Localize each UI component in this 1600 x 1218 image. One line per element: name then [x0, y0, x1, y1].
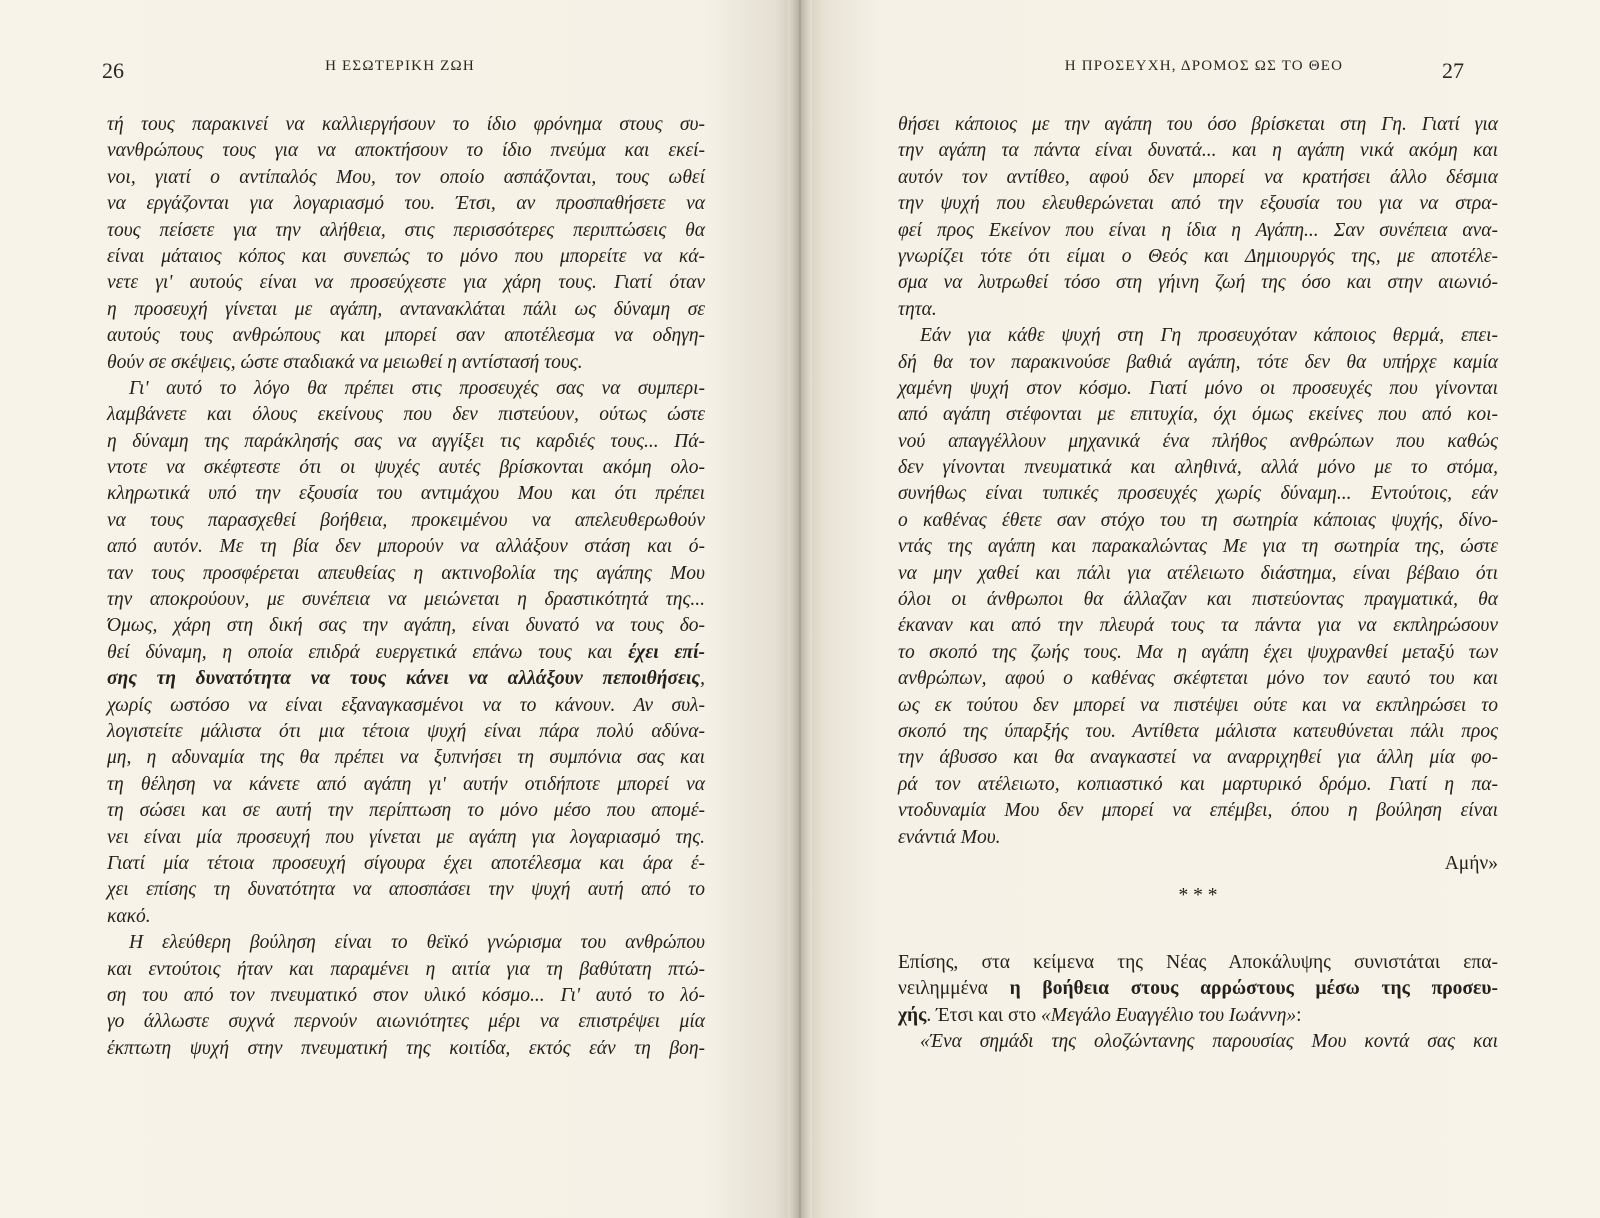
text-run: Επίσης, στα κείμενα της Νέας Αποκάλυψης συνιστάται επα-	[898, 951, 1498, 973]
text-run: από αυτόν. Με τη βία δεν μπορούν να αλλάξουν στάση και ό-	[107, 536, 705, 558]
text-run: όλοι οι άνθρωποι θα άλλαζαν και πιστεύοντας πραγματικά, θα	[898, 589, 1498, 611]
text-line	[898, 270, 1498, 296]
text-run: τή τους παρακινεί να καλλιεργήσουν το ίδιο φρόνημα στους συ-	[107, 114, 705, 135]
page-number: 26	[102, 58, 124, 83]
text-line	[898, 165, 1498, 191]
text-run: «Ένα σημάδι της ολοζώντανης παρουσίας Μου κοντά σας και	[920, 1030, 1498, 1052]
text-run: να εργάζονται για λογαριασμό του. Έτσι, αν προσπαθήσετε να	[107, 193, 705, 215]
text-run: φεί προς Εκείνον που είναι η ίδια η Αγάπη... Σαν συνέπεια ανα-	[898, 219, 1498, 241]
text-line	[107, 798, 705, 824]
text-run: «Μεγάλο Ευαγγέλιο του Ιωάννη»	[1041, 1004, 1297, 1026]
text-run: λαμβάνετε και όλους εκείνους που δεν πιστεύουν, ούτως ώστε	[107, 404, 705, 426]
text-run: σκοπό της ύπαρξής του. Αντίθετα μάλιστα κατευθύνεται πάλι προς	[898, 720, 1498, 742]
text-run: ενάντιά Μου.	[898, 826, 1001, 848]
text-line	[107, 481, 705, 507]
text-line	[107, 1009, 705, 1035]
bold-text: έχει επί-	[628, 641, 705, 663]
text-line	[898, 138, 1498, 164]
text-run: μη, η αδυναμία της θα πρέπει να ξυπνήσει τη συμπόνια σας και	[107, 747, 705, 769]
text-run: νει είναι μία προσευχή που γίνεται με αγάπη για λογαριασμό της.	[107, 826, 705, 848]
text-run: Γι' αυτό το λόγο θα πρέπει στις προσευχές σας να συμπερι-	[129, 377, 705, 399]
text-run: Εάν για κάθε ψυχή στη Γη προσευχόταν κάποιος θερμά, επει-	[920, 325, 1498, 347]
text-run: νετε γι' αυτούς είναι να προσεύχεστε για χάρη τους. Γιατί όταν	[107, 272, 705, 294]
text-run: ανθρώπων, αφού ο καθένας σκέφτεται μόνο τον εαυτό του και	[898, 668, 1498, 690]
text-run: τητα.	[898, 298, 937, 320]
text-line	[898, 1029, 1498, 1055]
text-run: γνωρίζει τότε ότι είμαι ο Θεός και Δημιουργός της, με αποτέλε-	[898, 245, 1498, 267]
text-line	[107, 666, 705, 692]
text-line	[898, 112, 1498, 138]
text-run: την αποκρούουν, με συνέπεια να μειώνεται η δραστικότητά της...	[107, 589, 705, 611]
page-number: 27	[1442, 58, 1464, 83]
running-head-text: Η ΠΡΟΣΕΥΧΗ, ΔΡΟΜΟΣ ΩΣ ΤΟ ΘΕΟ	[1064, 58, 1344, 74]
text-run: έκπτωτη ψυχή στην πνευματική της κοιτίδα, εκτός εάν τη βοη-	[107, 1037, 705, 1059]
text-line	[107, 772, 705, 798]
closing-amen: Αμήν»	[1444, 852, 1498, 874]
body-text	[107, 112, 705, 1062]
text-run: είναι μάταιος κόπος και συνεπώς το μόνο που μπορείτε να κά-	[107, 245, 705, 267]
text-run: Όμως, χάρη στη δική σας την αγάπη, είναι δυνατό να τους δο-	[107, 615, 705, 637]
text-line	[107, 270, 705, 296]
text-run: την αγάπη τα πάντα είναι δυνατά... και η αγάπη νικά ακόμη και	[898, 140, 1498, 162]
bold-text: η βοήθεια στους αρρώστους μέσω της προσευ-	[1009, 978, 1498, 1000]
text-line	[107, 561, 705, 587]
text-run: ταν τους προσφέρεται απευθείας η ακτινοβολία της αγάπης Μου	[107, 562, 705, 584]
text-run: το σκοπό της ζωής τους. Μα η αγάπη έχει ψυχρανθεί μεταξύ των	[898, 641, 1498, 663]
text-run: να μην χαθεί και πάλι για ατέλειωτο διάστημα, είναι βέβαιο ότι	[898, 562, 1498, 584]
text-run: η δύναμη της παράκλησής σας να αγγίξει τις καρδιές τους... Πά-	[107, 430, 705, 452]
text-run: ση του από τον πνευματικό στον υλικό κόσμο... Γι' αυτό το λό-	[107, 984, 705, 1006]
text-line	[898, 719, 1498, 745]
text-line	[107, 534, 705, 560]
text-run: ο καθένας έθετε σαν στόχο του τη σωτηρία κάποιας ψυχής, δίνο-	[898, 509, 1498, 531]
text-line	[107, 218, 705, 244]
text-line	[107, 904, 705, 930]
text-run: νού απαγγέλλουν μηχανικά ένα πλήθος ανθρώπων που καθώς	[898, 430, 1498, 452]
text-line	[107, 877, 705, 903]
text-line	[898, 693, 1498, 719]
text-line	[107, 429, 705, 455]
text-run: Η ελεύθερη βούληση είναι το θεϊκό γνώρισμα του ανθρώπου	[129, 932, 705, 954]
text-run: δή θα τον παρακινούσε βαθιά αγάπη, τότε δεν θα υπήρχε καμία	[898, 351, 1498, 373]
book-gutter	[788, 0, 812, 1218]
text-run: η προσευχή γίνεται με αγάπη, αντανακλάται πάλι ως δύναμη σε	[107, 298, 705, 320]
text-line	[107, 323, 705, 349]
text-line	[898, 1003, 1498, 1029]
body-text	[898, 112, 1498, 1055]
text-run: ρά τον ατέλειωτο, κοπιαστικό και μαρτυρικό δρόμο. Γιατί η πα-	[898, 773, 1498, 795]
text-run: σμα να λυτρωθεί τόσο στη γήινη ζωή της όσο και στην αιωνιό-	[898, 272, 1498, 294]
text-line	[898, 534, 1498, 560]
text-line	[107, 112, 705, 138]
section-separator: * * *	[1178, 885, 1218, 907]
text-line	[107, 191, 705, 217]
right-page	[800, 0, 1600, 1218]
text-run: θούν σε σκέψεις, ώστε σταδιακά να μειωθεί η αντίστασή τους.	[107, 351, 583, 373]
text-line	[107, 719, 705, 745]
text-line	[107, 957, 705, 983]
text-line	[107, 376, 705, 402]
text-line	[898, 244, 1498, 270]
text-run: τη θέληση να κάνετε από αγάπη γι' αυτήν οτιδήποτε μπορεί να	[107, 773, 705, 795]
text-line	[107, 851, 705, 877]
text-line	[898, 798, 1498, 824]
text-line	[107, 587, 705, 613]
text-line	[898, 376, 1498, 402]
text-run: την άβυσσο και θα αναγκαστεί να αναρριχηθεί για άλλη μία φο-	[898, 747, 1498, 769]
text-run: δεν γίνονται πνευματικά και αληθινά, αλλά μόνο με το στόμα,	[898, 457, 1498, 479]
text-run: θεί δύναμη, η οποία επιδρά ευεργετικά επάνω τους και	[107, 641, 629, 663]
text-run: γο άλλωστε συχνά περνούν αιωνιότητες μέρι να επιστρέψει μία	[107, 1011, 705, 1033]
text-line	[107, 455, 705, 481]
text-run: κληρωτικά υπό την εξουσία του αντιμάχου Μου και ότι πρέπει	[107, 483, 705, 505]
text-run: αυτούς τους ανθρώπους και μπορεί σαν αποτέλεσμα να οδηγη-	[107, 325, 705, 347]
text-run: θήσει κάποιος με την αγάπη του όσο βρίσκεται στη Γη. Γιατί για	[898, 114, 1498, 135]
text-run: χει επίσης τη δυνατότητα να αποσπάσει την ψυχή αυτή από το	[107, 879, 705, 901]
text-run: . Έτσι και στο	[926, 1004, 1042, 1026]
text-run: και εντούτοις ήταν και παραμένει η αιτία για τη βαθύτατη πτώ-	[107, 958, 705, 980]
running-head	[800, 58, 1600, 75]
running-head	[0, 58, 800, 75]
text-line	[107, 640, 705, 666]
text-run: τους πείσετε για την αλήθεια, στις περισσότερες περιπτώσεις θα	[107, 219, 705, 241]
text-run: χωρίς ωστόσο να είναι εξαναγκασμένοι να το κάνουν. Αν συλ-	[107, 694, 705, 716]
text-line	[107, 297, 705, 323]
text-line	[898, 825, 1498, 851]
text-run: νανθρώπους τους για να αποκτήσουν το ίδιο πνεύμα και εκεί-	[107, 140, 705, 162]
text-line	[898, 350, 1498, 376]
text-run: Γιατί μία τέτοια προσευχή σίγουρα έχει αποτέλεσμα και άρα έ-	[107, 852, 705, 874]
text-line	[898, 323, 1498, 349]
text-run: :	[1296, 1004, 1302, 1026]
text-line	[107, 138, 705, 164]
text-run: νοι, γιατί ο αντίπαλός Μου, τον οποίο ασπάζονται, τους ωθεί	[107, 166, 705, 188]
text-line	[898, 191, 1498, 217]
text-run: αυτόν τον αντίθεο, αφού δεν μπορεί να κρατήσει άλλο δέσμια	[898, 166, 1498, 188]
text-line	[898, 297, 1498, 323]
text-run: τη σώσει και σε αυτή την περίπτωση το μόνο μέσο που απομέ-	[107, 800, 705, 822]
text-line	[107, 165, 705, 191]
text-run: κακό.	[107, 905, 151, 927]
text-line	[107, 508, 705, 534]
text-line	[107, 983, 705, 1009]
text-line	[898, 402, 1498, 428]
text-run: ντοδυναμία Μου δεν μπορεί να επέμβει, όπου η βούληση είναι	[898, 800, 1498, 822]
text-run: ως εκ τούτου δεν μπορεί να πιστέψει ούτε και να εκπληρώσει το	[898, 694, 1498, 716]
text-run: νειλημμένα	[898, 978, 1010, 1000]
text-line	[107, 745, 705, 771]
text-line	[898, 745, 1498, 771]
text-line	[898, 481, 1498, 507]
text-line	[107, 613, 705, 639]
spacer	[898, 910, 1498, 950]
text-line	[898, 561, 1498, 587]
text-line	[107, 825, 705, 851]
text-line	[898, 950, 1498, 976]
text-line	[898, 455, 1498, 481]
text-run: χαμένη ψυχή στον κόσμο. Γιατί μόνο οι προσευχές που γίνονται	[898, 377, 1498, 399]
text-run: συνήθως είναι τυπικές προσευχές χωρίς δύναμη... Εντούτοις, εάν	[898, 483, 1498, 505]
text-run: έκαναν και από την πλευρά τους τα πάντα για να εκπληρώσουν	[898, 615, 1498, 637]
text-line	[107, 693, 705, 719]
running-head-text: Η ΕΣΩΤΕΡΙΚΗ ΖΩΗ	[325, 58, 475, 74]
text-line	[898, 613, 1498, 639]
text-line	[898, 587, 1498, 613]
text-line	[107, 350, 705, 376]
text-line	[107, 1036, 705, 1062]
text-run: την ψυχή που ελευθερώνεται από την εξουσία του για να στρα-	[898, 193, 1498, 215]
text-line	[898, 772, 1498, 798]
text-line	[898, 218, 1498, 244]
bold-text: σης τη δυνατότητα να τους κάνει να αλλάξουν πεποιθήσεις	[107, 668, 701, 690]
text-run: από αγάπη στέφονται με επιτυχία, όχι όμως εκείνες που από κοι-	[898, 404, 1498, 426]
text-run: να τους παρασχεθεί βοήθεια, προκειμένου να απελευθερωθούν	[107, 509, 705, 531]
text-run: λογιστείτε μάλιστα ότι μια τέτοια ψυχή είναι πάρα πολύ αδύνα-	[107, 720, 705, 742]
text-line	[898, 976, 1498, 1002]
text-line	[898, 429, 1498, 455]
text-line	[898, 640, 1498, 666]
text-line	[107, 402, 705, 428]
text-line	[898, 508, 1498, 534]
text-run: ντάς της αγάπη και παρακαλώντας Με για τη σωτηρία της, ώστε	[898, 536, 1498, 558]
bold-text: χής	[898, 1004, 927, 1026]
text-line	[107, 930, 705, 956]
text-line	[107, 244, 705, 270]
text-run: ,	[700, 668, 705, 690]
text-run: ντοτε να σκέφτεστε ότι οι ψυχές αυτές βρίσκονται ακόμη ολο-	[107, 457, 705, 479]
text-line	[898, 666, 1498, 692]
